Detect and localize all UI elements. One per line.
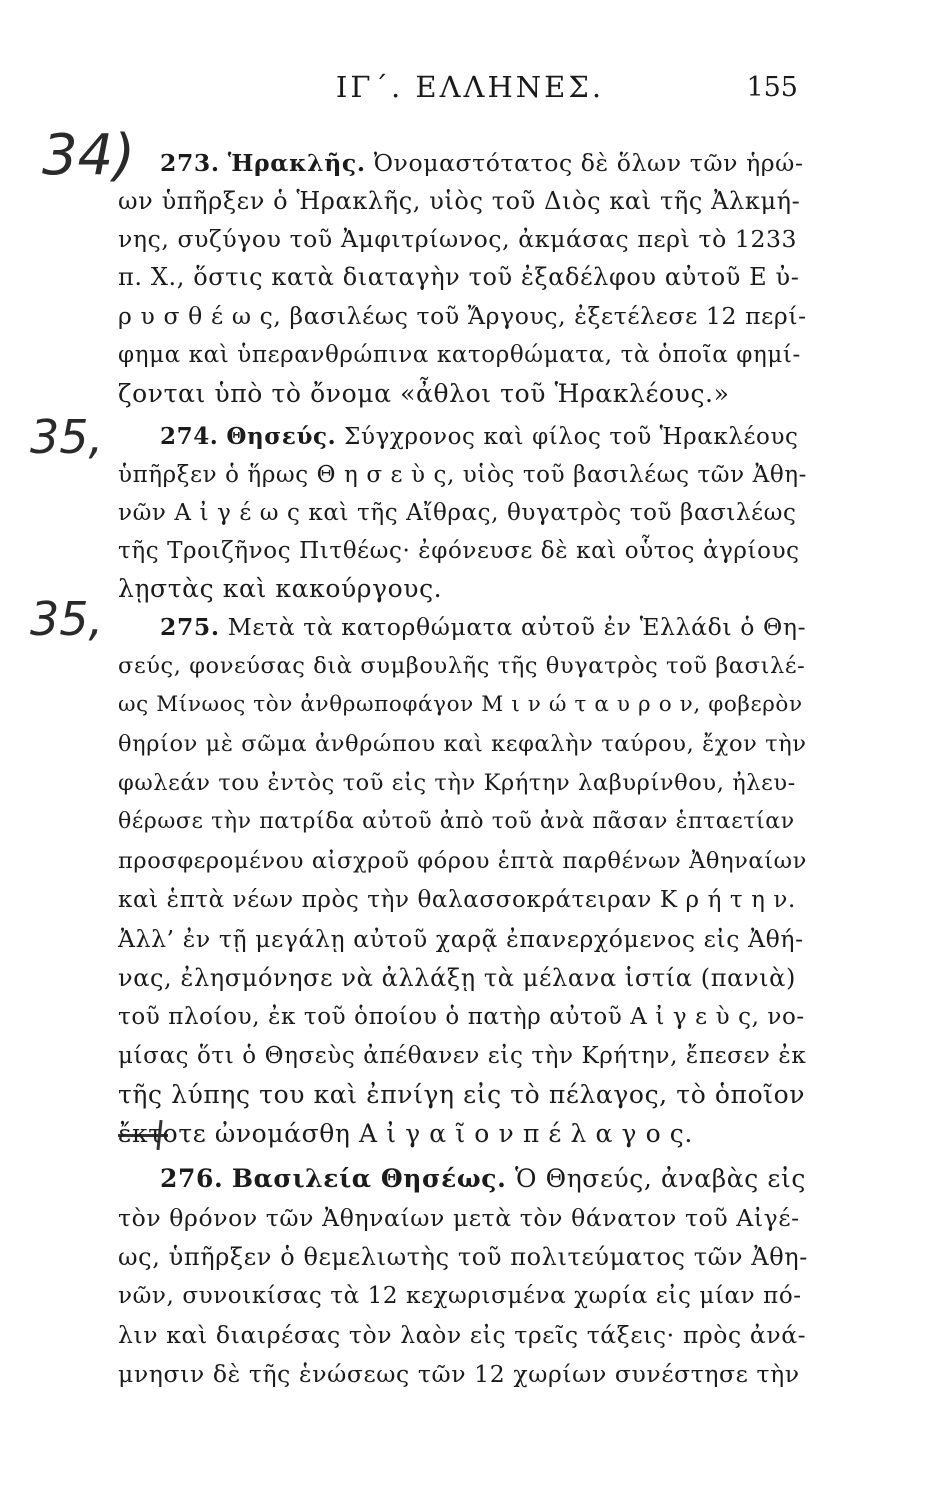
text-line: νης, συζύγου τοῦ Ἀμφιτρίωνος, ἀκμάσας περὶ τὸ 1233 xyxy=(118,225,798,253)
text-line xyxy=(160,1160,810,1198)
text-line: ὑπῆρξεν ὁ ἥρως Θ η σ ε ὺ ς, υἱὸς τοῦ βασιλέως τῶν Ἀθη- xyxy=(118,462,808,488)
text-line: λιν καὶ διαιρέσας τὸν λαὸν εἰς τρεῖς τάξεις· πρὸς ἀνά- xyxy=(118,1321,807,1349)
paragraph-heading: Βασιλεία Θησέως. xyxy=(231,1164,507,1193)
text-line: καὶ ἑπτὰ νέων πρὸς τὴν θαλασσοκράτειραν Κ ρ ή τ η ν. xyxy=(118,887,796,913)
line-text: Ὀνομαστότατος δὲ ὅλων τῶν ἡρώ- xyxy=(365,149,804,177)
text-line: φημα καὶ ὑπερανθρώπινα κατορθώματα, τὰ ὁποῖα φημί- xyxy=(118,342,801,368)
text-line: ρ υ σ θ έ ω ς, βασιλέως τοῦ Ἄργους, ἐξετέλεσε 12 περί- xyxy=(118,302,807,330)
paragraph-heading: Ἡρακλῆς. xyxy=(227,149,366,177)
text-line: νας, ἐλησμόνησε νὰ ἀλλάξῃ τὰ μέλανα ἱστία (πανιὰ) xyxy=(118,964,796,992)
text-line: ως, ὑπῆρξεν ὁ θεμελιωτὴς τοῦ πολιτεύματος τῶν Ἀθη- xyxy=(118,1243,808,1271)
text-line: π. Χ., ὅστις κατὰ διαταγὴν τοῦ ἐξαδέλφου αὐτοῦ Ε ὐ- xyxy=(118,263,800,291)
text-line: ων ὑπῆρξεν ὁ Ἡρακλῆς, υἱὸς τοῦ Διὸς καὶ τῆς Ἀλκμή- xyxy=(118,187,801,215)
margin-note: 35, xyxy=(30,592,104,646)
text-line xyxy=(160,144,810,182)
text-line: λῃστὰς καὶ κακούργους. xyxy=(118,574,443,603)
text-line: Ἀλλ’ ἐν τῇ μεγάλῃ αὐτοῦ χαρᾷ ἐπανερχόμενος εἰς Ἀθή- xyxy=(118,925,804,953)
line-text: Μετὰ τὰ κατορθώματα αὐτοῦ ἐν Ἑλλάδι ὁ Θη- xyxy=(219,613,807,641)
text-line: θηρίον μὲ σῶμα ἀνθρώπου καὶ κεφαλὴν ταύρου, ἔχον τὴν xyxy=(118,731,807,757)
running-head xyxy=(0,70,936,110)
running-head-title: ΙΓ΄. ΕΛΛΗΝΕΣ. xyxy=(335,70,605,104)
margin-note: 35, xyxy=(30,410,104,464)
text-line xyxy=(160,418,810,456)
text-line: νῶν Α ἰ γ έ ω ς καὶ τῆς Αἴθρας, θυγατρὸς τοῦ βασιλέως xyxy=(118,500,797,526)
text-line: τοῦ πλοίου, ἐκ τοῦ ὁποίου ὁ πατὴρ αὐτοῦ Α ἰ γ ε ὺ ς, νο- xyxy=(118,1004,805,1030)
text-line: τῆς Τροιζῆνος Πιτθέως· ἐφόνευσε δὲ καὶ οὗτος ἀγρίους xyxy=(118,538,800,564)
text-line: ζονται ὑπὸ τὸ ὄνομα «ἆθλοι τοῦ Ἡρακλέους.» xyxy=(118,379,730,408)
paragraph-number: 275. xyxy=(160,613,220,641)
text-line: μίσας ὅτι ὁ Θησεὺς ἀπέθανεν εἰς τὴν Κρήτην, ἔπεσεν ἐκ xyxy=(118,1043,807,1069)
paragraph-heading: Θησεύς. xyxy=(226,423,337,450)
line-text: Σύγχρονος καὶ φίλος τοῦ Ἡρακλέους xyxy=(336,424,799,450)
text-line: τὸν θρόνον τῶν Ἀθηναίων μετὰ τὸν θάνατον τοῦ Αἰγέ- xyxy=(118,1204,800,1232)
text-line: ως Μίνωος τὸν ἀνθρωποφάγον Μ ι ν ώ τ α υ ρ ο ν, φοβερὸν xyxy=(118,692,803,717)
line-text: Ὁ Θησεύς, ἀναβὰς εἰς xyxy=(506,1164,806,1193)
text-line xyxy=(160,608,810,646)
text-line: τῆς λύπης του καὶ ἐπνίγη εἰς τὸ πέλαγος, τὸ ὁποῖον xyxy=(118,1080,806,1109)
paragraph-number: 276. xyxy=(160,1164,224,1193)
text-line: προσφερομένου αἰσχροῦ φόρου ἑπτὰ παρθένων Ἀθηναίων xyxy=(118,848,807,874)
paragraph-number: 273. xyxy=(160,149,220,177)
text-line: νῶν, συνοικίσας τὰ 12 κεχωρισμένα χωρία εἰς μίαν πό- xyxy=(118,1283,802,1309)
page-number: 155 xyxy=(746,72,798,103)
text-line: σεύς, φονεύσας διὰ συμβουλῆς τῆς θυγατρὸς τοῦ βασιλέ- xyxy=(118,653,806,679)
text-line: μνησιν δὲ τῆς ἑνώσεως τῶν 12 χωρίων συνέστησε τὴν xyxy=(118,1360,800,1388)
text-line: φωλεάν του ἐντὸς τοῦ εἰς τὴν Κρήτην λαβυρίνθου, ἠλευ- xyxy=(118,770,796,796)
margin-note: 34) xyxy=(42,123,136,188)
paragraph-number: 274. xyxy=(160,423,219,450)
text-line: θέρωσε τὴν πατρίδα αὐτοῦ ἀπὸ τοῦ ἀνὰ πᾶσαν ἑπταετίαν xyxy=(118,809,795,834)
text-line: ἔκτοτε ὠνομάσθη Α ἰ γ α ῖ ο ν π έ λ α γ ο ς. xyxy=(118,1119,693,1148)
